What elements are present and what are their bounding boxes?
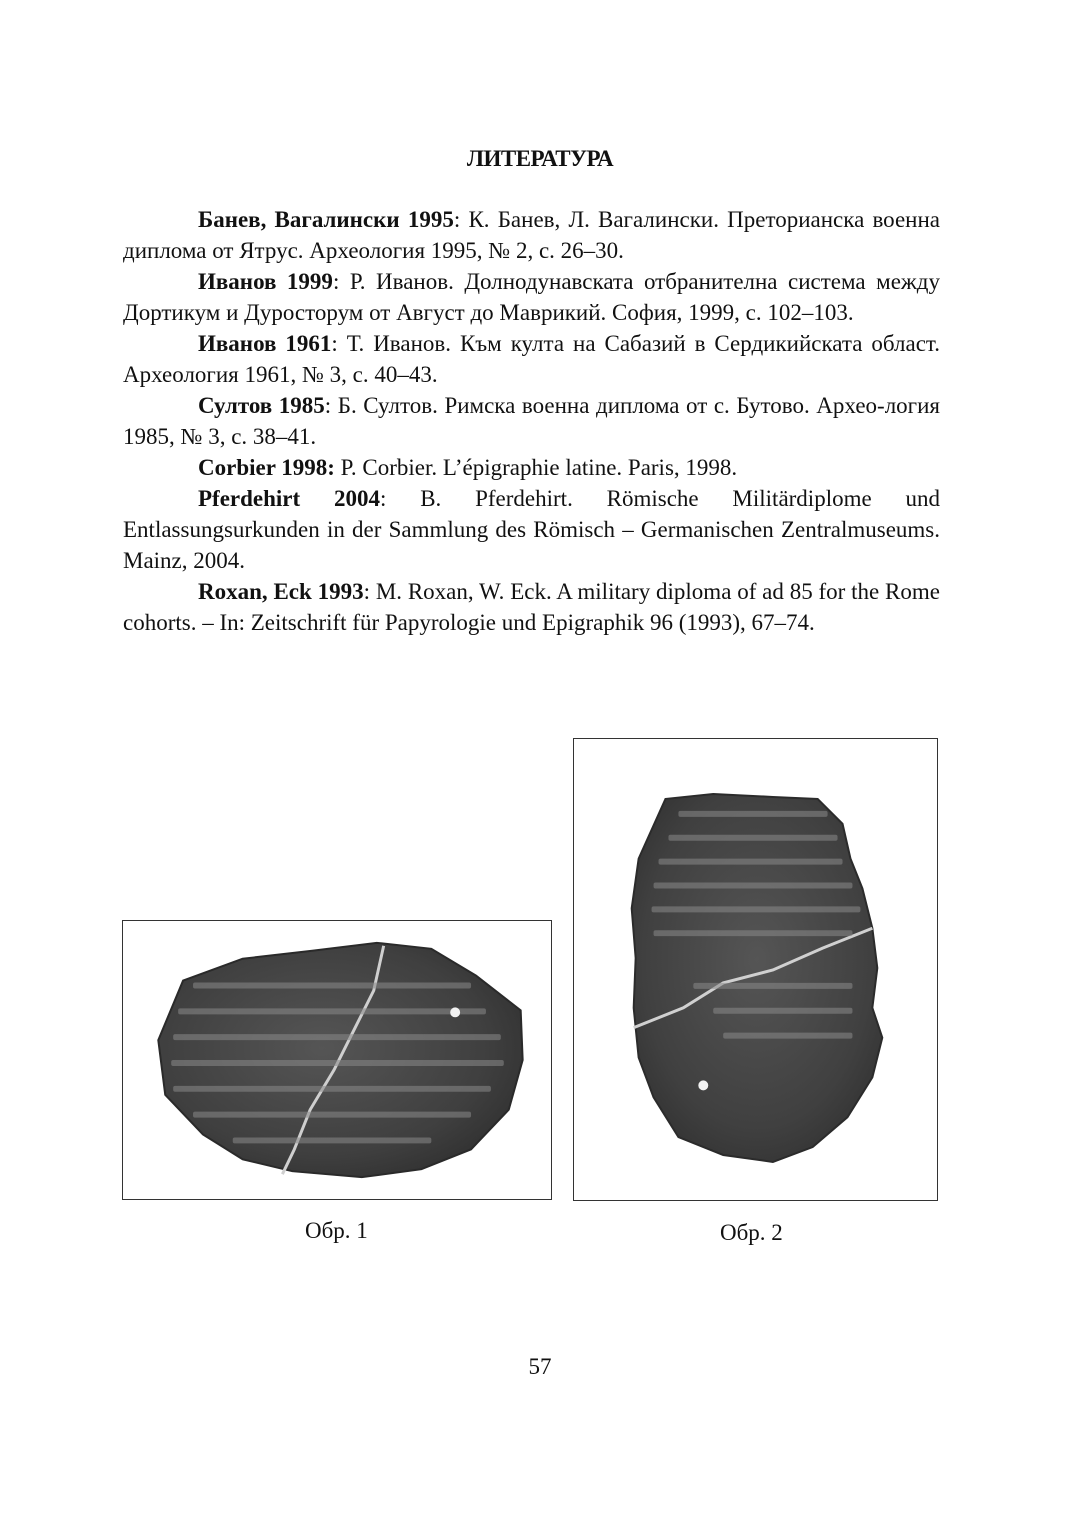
reference-text: Р. Иванов. Долнодунавската отбранителна система между Дортикум и Дуросторум от Август до Маврикий. София, 1999, с. 102–103. (123, 269, 940, 325)
reference-author: Иванов 1961 (198, 331, 332, 356)
reference-text: Т. Иванов. Към култа на Сабазий в Сердикийската област. Археология 1961, № 3, с. 40–43. (123, 331, 940, 387)
reference-entry (123, 390, 940, 452)
reference-author: Pferdehirt 2004 (198, 486, 380, 511)
reference-separator: : (331, 331, 347, 356)
reference-author: Иванов 1999 (198, 269, 333, 294)
reference-author: Roxan, Eck 1993 (198, 579, 364, 604)
diploma-fragment-2-image (574, 739, 937, 1200)
reference-text: К. Банев, Л. Вагалински. Преторианска военна диплома от Ятрус. Археология 1995, № 2, с. 26–30. (123, 207, 940, 263)
reference-entry (123, 266, 940, 328)
rivet-hole (698, 1080, 708, 1090)
reference-separator: : (453, 207, 469, 232)
rivet-hole (450, 1007, 460, 1017)
figure-1-photo (122, 920, 552, 1200)
fragment-2-shape (632, 794, 883, 1162)
reference-list (123, 204, 940, 638)
reference-entry (123, 452, 940, 483)
reference-separator: : (324, 393, 338, 418)
reference-text: B. Pferdehirt. Römische Militärdiplome und Entlassungsurkunden in der Sammlung des Römisch – Germanischen Zentralmuseums. Mainz, 2004. (123, 486, 940, 573)
reference-separator: : (332, 269, 350, 294)
reference-entry (123, 483, 940, 576)
reference-author: Султов 1985 (198, 393, 325, 418)
reference-separator: : (380, 486, 421, 511)
page-number: 57 (528, 1354, 552, 1379)
section-heading: ЛИТЕРАТУРА (466, 146, 614, 171)
reference-text: Б. Султов. Римска военна диплома от с. Бутово. Архео-логия 1985, № 3, с. 38–41. (123, 393, 940, 449)
reference-separator: : (363, 579, 376, 604)
reference-entry (123, 204, 940, 266)
diploma-fragment-1-image (123, 921, 551, 1199)
reference-entry (123, 576, 940, 638)
figure-2-caption: Обр. 2 (720, 1220, 783, 1245)
reference-entry (123, 328, 940, 390)
figure-2-photo (573, 738, 938, 1201)
reference-text: P. Corbier. L’épigraphie latine. Paris, 1998. (340, 455, 738, 480)
reference-text: M. Roxan, W. Eck. A military diploma of ad 85 for the Rome cohorts. – In: Zeitschrift für Papyrologie und Epigraphik 96 (1993), 67–74. (123, 579, 940, 635)
reference-author: Банев, Вагалински 1995 (198, 207, 454, 232)
figure-1-caption: Обр. 1 (305, 1218, 368, 1243)
reference-author: Corbier 1998: (198, 455, 335, 480)
